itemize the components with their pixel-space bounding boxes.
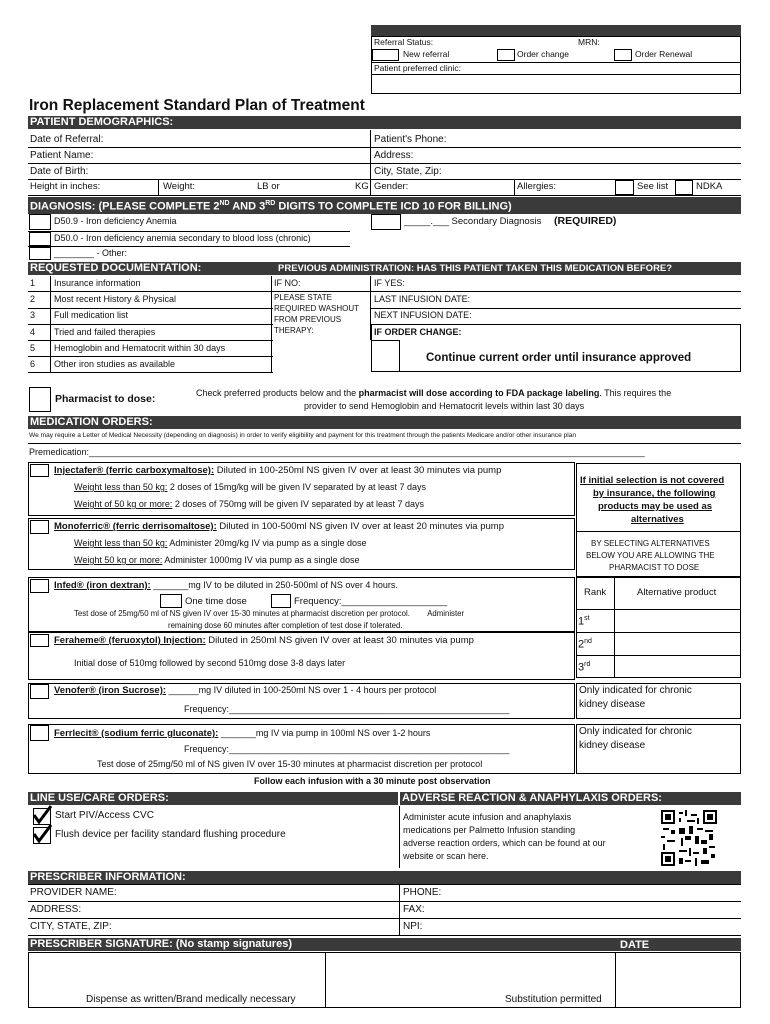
secondary-diagnosis-checkbox[interactable] <box>371 214 401 230</box>
alternatives-note-1: BY SELECTING ALTERNATIVES <box>591 539 710 548</box>
signature-date-field[interactable] <box>616 953 740 1007</box>
line-use-header: LINE USE/CARE ORDERS: <box>28 792 398 805</box>
monoferric-title: Monoferric® (ferric derrisomaltose): Diluted in 100-500ml NS given IV over at least 20 minutes via pump <box>54 521 504 532</box>
ferrlecit-chronic-1: Only indicated for chronic <box>579 726 692 737</box>
doc-item-5: Hemoglobin and Hematocrit within 30 days <box>54 343 226 353</box>
venofer-frequency-field[interactable]: Frequency:________________________________________________________ <box>184 704 510 714</box>
venofer-checkbox[interactable] <box>30 684 49 699</box>
height-field[interactable]: Height in inches: <box>30 181 101 192</box>
flush-device-check-icon <box>31 822 53 844</box>
injectafer-dose-2: Weight of 50 kg or more: 2 doses of 750mg will be given IV separated by at least 7 days <box>74 499 425 509</box>
doc-item-2: Most recent History & Physical <box>54 294 177 304</box>
monoferric-dose-2: Weight 50 kg or more: Administer 1000mg IV via pump as a single dose <box>74 555 360 565</box>
frequency-checkbox[interactable] <box>271 594 291 608</box>
injectafer-title: Injectafer® (ferric carboxymaltose): Diluted in 100-250ml NS given IV over at least 30 minutes via pump <box>54 465 502 476</box>
adverse-text-2: medications per Palmetto Infusion standing <box>403 825 576 835</box>
pharmacist-text: Check preferred products below and the pharmacist will dose according to FDA package labeling. This requires the <box>196 388 672 398</box>
other-diagnosis-label: ________ - Other: <box>54 248 128 258</box>
substitution-label: Substitution permitted <box>505 994 602 1005</box>
page-title: Iron Replacement Standard Plan of Treatment <box>29 97 365 114</box>
kg-label: KG <box>355 181 369 192</box>
monoferric-checkbox[interactable] <box>30 520 49 534</box>
ferrlecit-checkbox[interactable] <box>30 725 49 741</box>
doc-num-3: 3 <box>30 310 36 320</box>
prescriber-address-field[interactable]: ADDRESS: <box>30 904 82 915</box>
new-referral-checkbox[interactable] <box>372 49 399 61</box>
alternatives-title-3: products may be used as <box>598 501 713 512</box>
rank-header: Rank <box>584 587 607 598</box>
post-observation-note: Follow each infusion with a 30 minute post observation <box>254 776 491 786</box>
order-renewal-checkbox[interactable] <box>614 49 632 61</box>
prescriber-phone-field[interactable]: PHONE: <box>403 887 442 898</box>
alt-product-2-field[interactable] <box>616 634 740 654</box>
venofer-chronic-2: kidney disease <box>579 699 646 710</box>
secondary-required-label: (REQUIRED) <box>554 215 617 227</box>
washout-line-4: THERAPY: <box>274 326 314 335</box>
adverse-text-1: Administer acute infusion and anaphylaxis <box>403 812 572 822</box>
substitution-signature-field[interactable] <box>326 953 614 993</box>
venofer-title: Venofer® (iron Sucrose): ______mg IV diluted in 100-250ml NS over 1 - 4 hours per protocol <box>54 685 437 696</box>
doc-item-1: Insurance information <box>54 278 141 288</box>
start-piv-label: Start PIV/Access CVC <box>55 810 154 821</box>
alt-product-header: Alternative product <box>637 587 717 598</box>
date-header: DATE <box>620 939 650 951</box>
continue-order-checkbox[interactable] <box>371 340 400 372</box>
date-of-referral-field[interactable]: Date of Referral: <box>30 134 104 145</box>
mrn-label: MRN: <box>578 37 600 47</box>
doc-num-4: 4 <box>30 327 36 337</box>
dispense-label: Dispense as written/Brand medically necessary <box>86 994 296 1005</box>
doc-num-5: 5 <box>30 343 36 353</box>
lb-or-label: LB or <box>257 181 280 192</box>
qr-code[interactable] <box>661 810 717 866</box>
doc-num-6: 6 <box>30 359 36 369</box>
infed-frequency-field[interactable]: Frequency:____________________ <box>294 596 448 607</box>
alt-product-1-field[interactable] <box>616 611 740 631</box>
if-yes-label: IF YES: <box>374 278 405 288</box>
alt-product-3-field[interactable] <box>616 657 740 677</box>
patient-phone-field[interactable]: Patient's Phone: <box>374 134 447 145</box>
alternatives-title-2: by insurance, the following <box>593 488 716 499</box>
infed-checkbox[interactable] <box>30 579 49 593</box>
one-time-dose-label: One time dose <box>185 596 247 607</box>
demographics-header: PATIENT DEMOGRAPHICS: <box>28 116 741 129</box>
if-no-label: IF NO: <box>274 278 301 288</box>
new-referral-label: New referral <box>403 49 450 59</box>
clinic-label: Patient preferred clinic: <box>374 63 461 73</box>
previous-admin-header: PREVIOUS ADMINISTRATION: HAS THIS PATIENT TAKEN THIS MEDICATION BEFORE? <box>276 262 741 275</box>
see-list-checkbox[interactable] <box>615 180 634 195</box>
d500-checkbox[interactable] <box>29 232 51 246</box>
other-diagnosis-checkbox[interactable] <box>29 247 51 260</box>
if-order-change-label: IF ORDER CHANGE: <box>374 327 462 337</box>
feraheme-dose: Initial dose of 510mg followed by second 510mg dose 3-8 days later <box>74 658 346 668</box>
d509-checkbox[interactable] <box>29 214 51 230</box>
continue-order-label: Continue current order until insurance approved <box>426 352 692 364</box>
rank-3: 3rd <box>578 661 591 674</box>
next-infusion-field[interactable]: NEXT INFUSION DATE: <box>374 310 472 320</box>
infed-test-dose-2: remaining dose 60 minutes after completion of test dose if tolerated. <box>168 621 403 630</box>
alternatives-note-2: BELOW YOU ARE ALLOWING THE <box>586 551 715 560</box>
injectafer-dose-1: Weight less than 50 kg: 2 doses of 15mg/kg will be given IV separated by at least 7 days <box>74 482 427 492</box>
washout-line-2: REQUIRED WASHOUT <box>274 304 360 313</box>
ndka-checkbox[interactable] <box>675 180 693 195</box>
order-change-checkbox[interactable] <box>497 49 515 61</box>
provider-name-field[interactable]: PROVIDER NAME: <box>30 887 117 898</box>
injectafer-checkbox[interactable] <box>30 464 49 477</box>
secondary-diagnosis-label: _____.___ Secondary Diagnosis <box>404 216 542 227</box>
doc-num-1: 1 <box>30 278 36 288</box>
infed-title: Infed® (iron dextran): _______mg IV to be diluted in 250-500ml of NS over 4 hours. <box>54 580 398 591</box>
referral-top-bar <box>371 25 741 36</box>
dob-field[interactable]: Date of Birth: <box>30 166 89 177</box>
adverse-header: ADVERSE REACTION & ANAPHYLAXIS ORDERS: <box>400 792 741 805</box>
rank-1: 1st <box>578 615 590 628</box>
pharmacist-text-2: provider to send Hemoglobin and Hematocrit levels within last 30 days <box>304 401 585 411</box>
one-time-dose-checkbox[interactable] <box>160 594 182 608</box>
ferrlecit-test-dose: Test dose of 25mg/50 ml of NS given IV over 15-30 minutes at pharmacist discretion per protocol <box>97 759 483 769</box>
doc-num-2: 2 <box>30 294 36 304</box>
patient-name-field[interactable]: Patient Name: <box>30 150 94 161</box>
washout-line-1: PLEASE STATE <box>274 293 332 302</box>
see-list-label: See list <box>637 181 669 192</box>
premedication-field[interactable]: Premedication:_______________________________________________________________________________________________________________ <box>29 447 645 457</box>
alternatives-note-3: PHARMACIST TO DOSE <box>609 563 700 572</box>
adverse-text-3: adverse reaction orders, which can be found at our <box>403 838 606 848</box>
feraheme-checkbox[interactable] <box>30 634 49 647</box>
washout-line-3: FROM PREVIOUS <box>274 315 342 324</box>
infed-test-dose: Test dose of 25mg/50 ml of NS given IV over 15-30 minutes at pharmacist discretion per protocol. Administer <box>74 609 465 618</box>
last-infusion-field[interactable]: LAST INFUSION DATE: <box>374 294 471 304</box>
rank-2: 2nd <box>578 638 592 651</box>
d500-label: D50.0 - Iron deficiency anemia secondary to blood loss (chronic) <box>54 233 311 243</box>
address-field[interactable]: Address: <box>374 150 414 161</box>
feraheme-title: Feraheme® (feruoxytol) Injection: Diluted in 250ml NS given IV over at least 30 minutes via pump <box>54 635 474 646</box>
monoferric-dose-1: Weight less than 50 kg: Administer 20mg/kg IV via pump as a single dose <box>74 538 367 548</box>
signature-header: PRESCRIBER SIGNATURE: (No stamp signatures) <box>28 938 741 951</box>
doc-item-4: Tried and failed therapies <box>54 327 156 337</box>
ndka-label: NDKA <box>696 181 723 192</box>
ferrlecit-chronic-2: kidney disease <box>579 740 646 751</box>
gender-field[interactable]: Gender: <box>374 181 409 192</box>
prescriber-npi-field[interactable]: NPI: <box>403 921 423 932</box>
doc-item-6: Other iron studies as available <box>54 359 176 369</box>
prescriber-fax-field[interactable]: FAX: <box>403 904 425 915</box>
d509-label: D50.9 - Iron deficiency Anemia <box>54 216 177 226</box>
prescriber-city-field[interactable]: CITY, STATE, ZIP: <box>30 921 112 932</box>
allergies-field[interactable]: Allergies: <box>517 181 557 192</box>
prescriber-header: PRESCRIBER INFORMATION: <box>28 871 741 884</box>
doc-item-3: Full medication list <box>54 310 129 320</box>
adverse-text-4: website or scan here. <box>403 851 489 861</box>
ferrlecit-frequency-field[interactable]: Frequency:________________________________________________________ <box>184 744 510 754</box>
dispense-signature-field[interactable] <box>29 953 324 993</box>
alternatives-title-4: alternatives <box>631 514 684 525</box>
flush-device-label: Flush device per facility standard flushing procedure <box>55 829 286 840</box>
pharmacist-dose-label: Pharmacist to dose: <box>55 393 156 405</box>
order-renewal-label: Order Renewal <box>635 49 693 59</box>
diagnosis-header: DIAGNOSIS: (PLEASE COMPLETE 2ND AND 3RD DIGITS TO COMPLETE ICD 10 FOR BILLING) <box>28 197 741 214</box>
alternatives-title-1: If initial selection is not covered <box>580 475 725 486</box>
pharmacist-dose-checkbox[interactable] <box>29 387 51 412</box>
medication-orders-header: MEDICATION ORDERS: <box>28 416 741 429</box>
requested-docs-header: REQUESTED DOCUMENTATION: <box>28 262 276 275</box>
lmn-note: We may require a Letter of Medical Necessity (depending on diagnosis) in order to verify eligibility and payment for this treatment through the patients Medicare and/or other insurance plan <box>29 432 577 439</box>
referral-status-label: Referral Status: <box>374 37 434 47</box>
ferrlecit-title: Ferrlecit® (sodium ferric gluconate): _______mg IV via pump in 100ml NS over 1-2 hours <box>54 728 431 739</box>
venofer-chronic-1: Only indicated for chronic <box>579 685 692 696</box>
weight-field[interactable]: Weight: <box>163 181 196 192</box>
city-field[interactable]: City, State, Zip: <box>374 166 442 177</box>
order-change-label: Order change <box>517 49 569 59</box>
